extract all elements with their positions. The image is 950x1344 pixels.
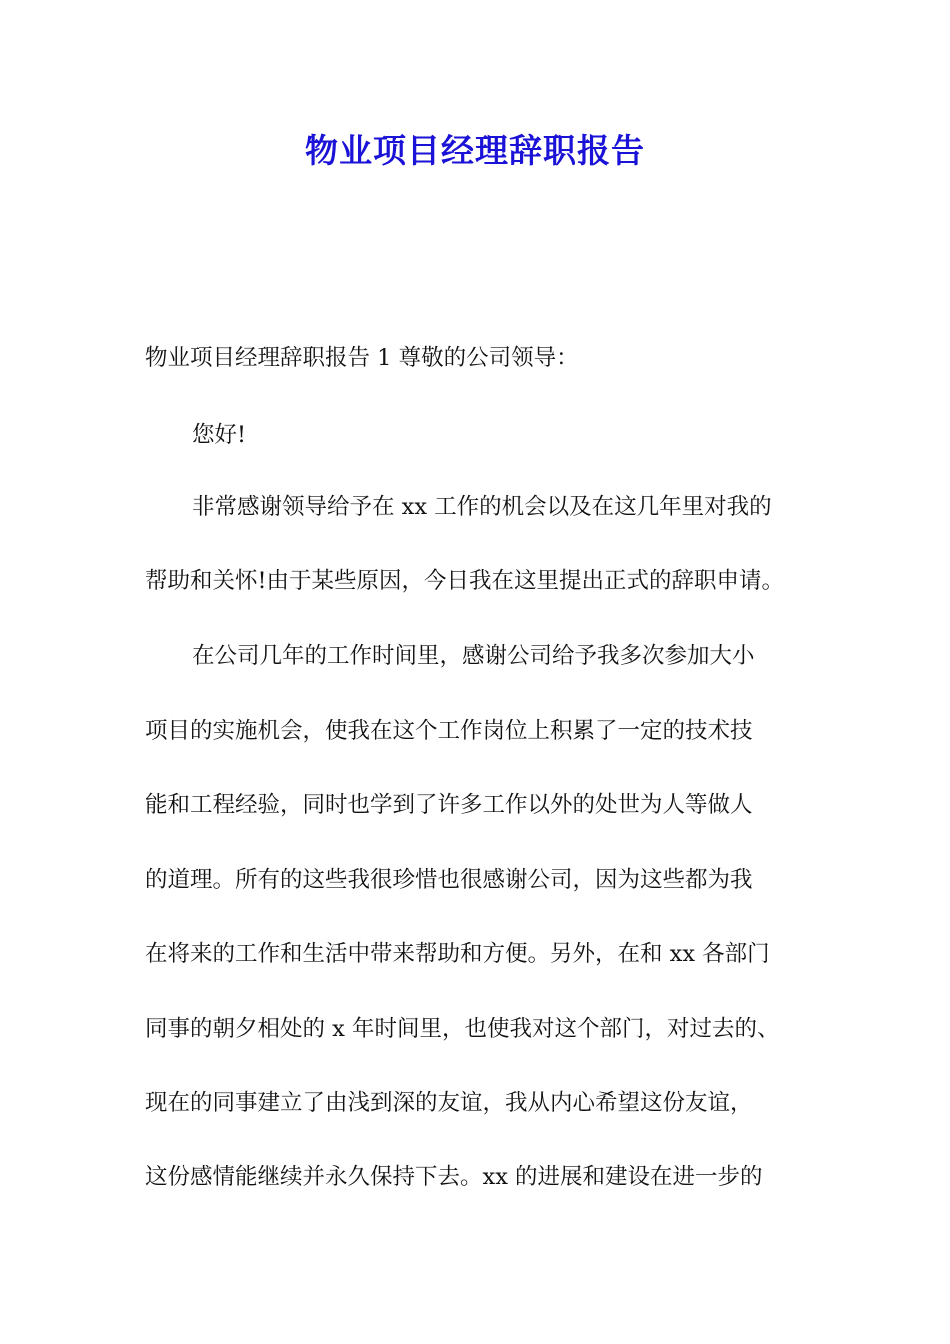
body-line: 现在的同事建立了由浅到深的友谊，我从内心希望这份友谊， [145, 1090, 753, 1116]
body-line: 同事的朝夕相处的 x 年时间里，也使我对这个部门，对过去的、 [145, 1016, 780, 1042]
body-line: 帮助和关怀!由于某些原因，今日我在这里提出正式的辞职申请。 [145, 568, 785, 594]
salutation-line: 物业项目经理辞职报告 1 尊敬的公司领导： [145, 345, 579, 371]
body-line: 项目的实施机会，使我在这个工作岗位上积累了一定的技术技 [145, 718, 753, 744]
body-line: 能和工程经验，同时也学到了许多工作以外的处世为人等做人 [145, 792, 753, 818]
body-line: 的道理。所有的这些我很珍惜也很感谢公司，因为这些都为我 [145, 867, 753, 893]
document-title: 物业项目经理辞职报告 [305, 131, 645, 170]
body-line: 非常感谢领导给予在 xx 工作的机会以及在这几年里对我的 [192, 494, 772, 520]
greeting-line: 您好! [192, 422, 247, 448]
body-line: 在将来的工作和生活中带来帮助和方便。另外，在和 xx 各部门 [145, 941, 770, 967]
body-line: 这份感情能继续并永久保持下去。xx 的进展和建设在进一步的 [145, 1164, 763, 1190]
body-line: 在公司几年的工作时间里，感谢公司给予我多次参加大小 [192, 643, 755, 669]
